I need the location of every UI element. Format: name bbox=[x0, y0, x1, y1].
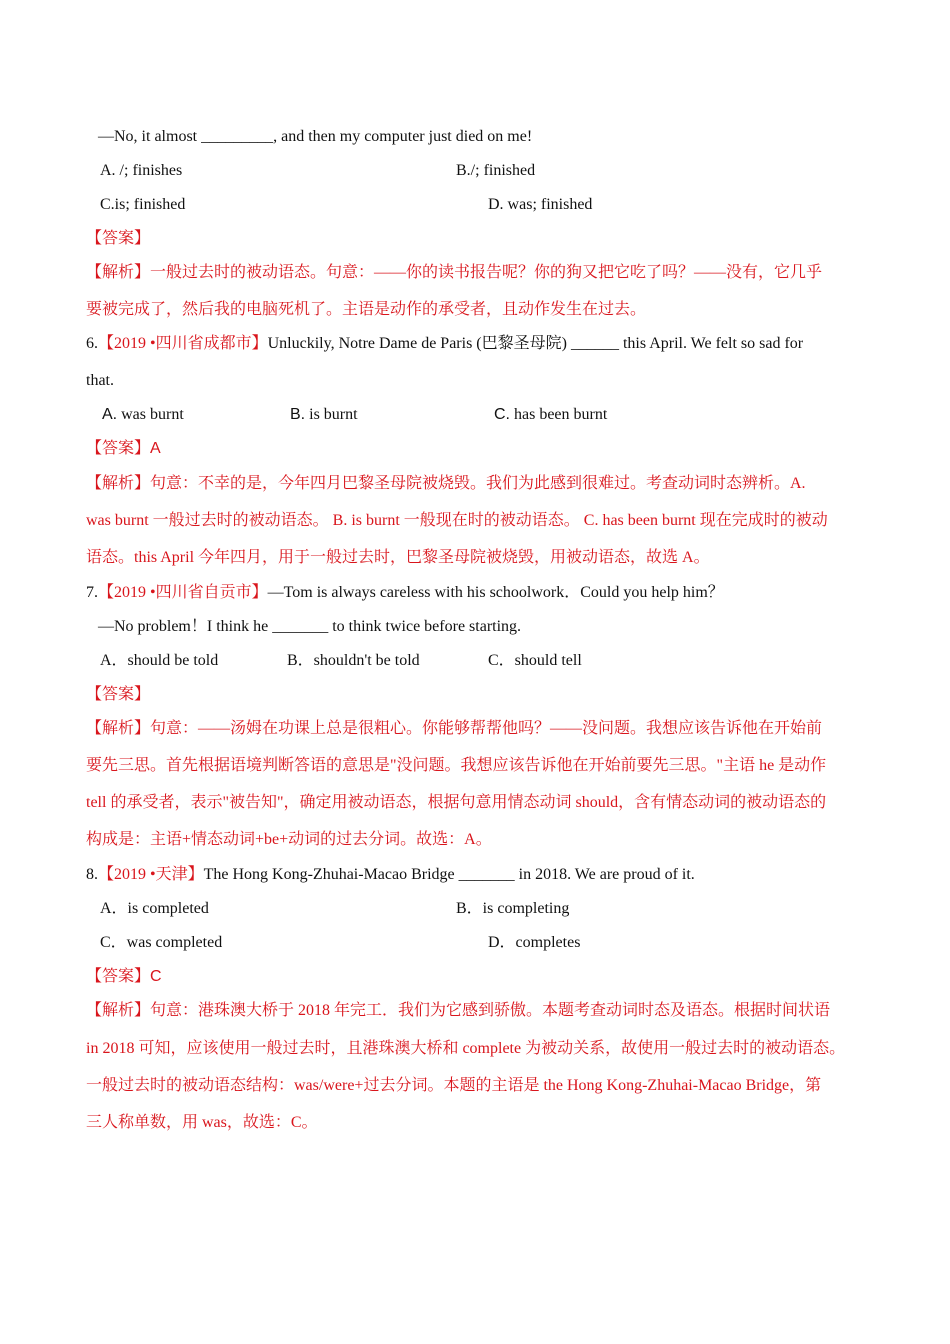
question-source: 【2019 •四川省成都市】 bbox=[98, 335, 268, 352]
q6-option-b: B. is burnt bbox=[290, 406, 358, 423]
q7-option-c: C．should tell bbox=[488, 652, 582, 669]
question-text: —Tom is always careless with his schoolwork．Could you help him？ bbox=[267, 584, 724, 601]
q5-option-c: C.is; finished bbox=[100, 196, 186, 213]
question-source: 【2019 •四川省自贡市】 bbox=[98, 584, 268, 601]
q8-stem bbox=[86, 865, 695, 885]
q7-option-b: B．shouldn't be told bbox=[287, 652, 420, 669]
q5-option-b: B./; finished bbox=[456, 162, 536, 179]
q7-analysis-line: 【解析】句意：——汤姆在功课上总是很粗心。你能够帮帮他吗？——没问题。我想应该告诉他在开始前 bbox=[86, 720, 823, 737]
q6-stem-cont: that. bbox=[86, 372, 114, 389]
q8-analysis-line: 【解析】句意：港珠澳大桥于 2018 年完工．我们为它感到骄傲。本题考查动词时态及语态。根据时间状语 bbox=[86, 1002, 831, 1019]
q5-option-a: A. /; finishes bbox=[100, 162, 183, 179]
question-text: The Hong Kong-Zhuhai-Macao Bridge _______ in 2018. We are proud of it. bbox=[203, 866, 695, 883]
q8-option-d: D．completes bbox=[488, 934, 581, 951]
answer-label: 【答案】 bbox=[86, 230, 151, 247]
q8-option-a: A．is completed bbox=[100, 900, 209, 917]
q5-analysis-line: 【解析】一般过去时的被动语态。句意：——你的读书报告呢？你的狗又把它吃了吗？——没有，它几乎 bbox=[86, 264, 823, 281]
q5-reply: —No, it almost _________, and then my computer just died on me! bbox=[98, 128, 533, 145]
q5-answer bbox=[86, 229, 150, 249]
question-source: 【2019 •天津】 bbox=[98, 866, 204, 883]
q8-option-c: C．was completed bbox=[100, 934, 223, 951]
answer-label: 【答案】 bbox=[86, 440, 151, 457]
question-text: Unluckily, Notre Dame de Paris (巴黎圣母院) ______ this April. We felt so sad for bbox=[267, 335, 804, 352]
question-number: 6. bbox=[86, 335, 98, 352]
question-number: 8. bbox=[86, 866, 98, 883]
answer-value: A bbox=[150, 440, 161, 457]
q7-analysis-line: 要先三思。首先根据语境判断答语的意思是"没问题。我想应该告诉他在开始前要先三思。"主语 he 是动作 bbox=[86, 757, 827, 774]
answer-value: C bbox=[150, 968, 162, 985]
q7-option-a: A．should be told bbox=[100, 652, 219, 669]
q7-reply: —No problem！I think he _______ to think twice before starting. bbox=[98, 618, 522, 635]
q6-option-a: A. was burnt bbox=[102, 406, 184, 423]
q7-analysis-line: 构成是：主语+情态动词+be+动词的过去分词。故选：A。 bbox=[86, 831, 492, 848]
q6-analysis-line: 【解析】句意：不幸的是，今年四月巴黎圣母院被烧毁。我们为此感到很难过。考查动词时态辨析。A. bbox=[86, 475, 806, 492]
q8-answer bbox=[86, 967, 162, 987]
q6-analysis-line: was burnt 一般过去时的被动语态。 B. is burnt 一般现在时的被动语态。 C. has been burnt 现在完成时的被动 bbox=[86, 512, 828, 529]
q6-answer bbox=[86, 439, 161, 459]
q5-analysis-line: 要被完成了，然后我的电脑死机了。主语是动作的承受者，且动作发生在过去。 bbox=[86, 301, 647, 318]
q8-option-b: B．is completing bbox=[456, 900, 570, 917]
q8-analysis-line: in 2018 可知，应该使用一般过去时，且港珠澳大桥和 complete 为被动关系，故使用一般过去时的被动语态。 bbox=[86, 1040, 846, 1057]
q8-analysis-line: 一般过去时的被动语态结构：was/were+过去分词。本题的主语是 the Hong Kong-Zhuhai-Macao Bridge，第 bbox=[86, 1077, 822, 1094]
q6-stem bbox=[86, 334, 803, 354]
answer-label: 【答案】 bbox=[86, 968, 151, 985]
q7-answer bbox=[86, 685, 150, 705]
q7-analysis-line: tell 的承受者，表示"被告知"，确定用被动语态，根据句意用情态动词 should，含有情态动词的被动语态的 bbox=[86, 794, 827, 811]
q6-analysis-line: 语态。this April 今年四月，用于一般过去时，巴黎圣母院被烧毁，用被动语态，故选 A。 bbox=[86, 549, 710, 566]
question-number: 7. bbox=[86, 584, 98, 601]
q5-option-d: D. was; finished bbox=[488, 196, 593, 213]
q8-analysis-line: 三人称单数，用 was，故选：C。 bbox=[86, 1114, 318, 1131]
answer-label: 【答案】 bbox=[86, 686, 151, 703]
q7-stem bbox=[86, 583, 724, 603]
q6-option-c: C. has been burnt bbox=[494, 406, 608, 423]
